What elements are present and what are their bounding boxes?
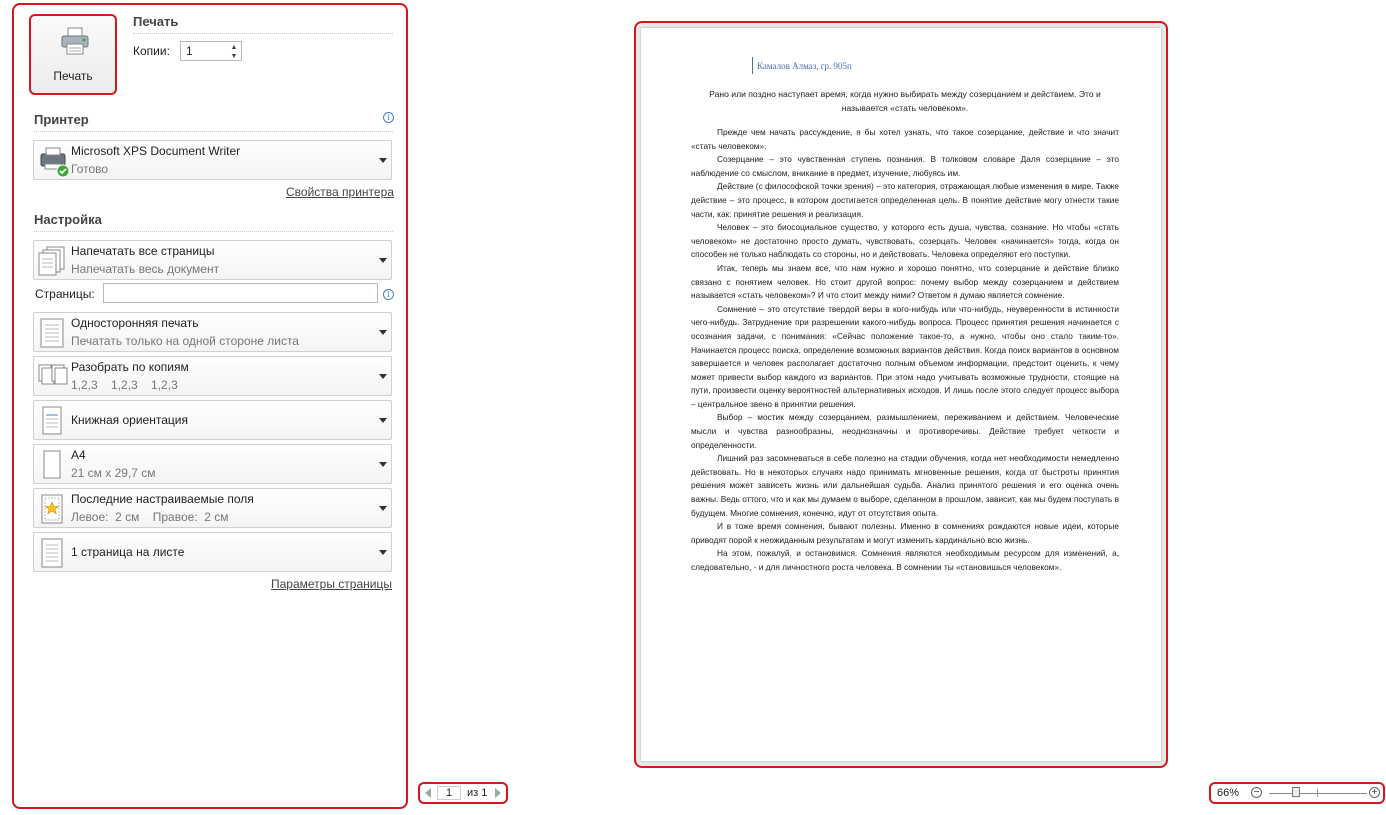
orientation-title: Книжная ориентация	[71, 413, 188, 427]
per-sheet-icon	[38, 538, 66, 568]
print-range-title: Напечатать все страницы	[71, 244, 215, 258]
prev-page-icon[interactable]	[425, 788, 431, 798]
chevron-down-icon	[379, 158, 387, 163]
margins-icon	[38, 494, 66, 524]
document-paragraph: Человек – это биосоциальное существо, у которого есть душа, чувства, сознание. Но чтобы «стать человеком» не достаточно просто думать, чувствовать, созерцать. Человек «начинается» тогда, когда он способен не только наблюдать со стороны, но и действовать. Человека определяют его поступки.	[691, 222, 1119, 260]
zoom-out-icon[interactable]: −	[1251, 787, 1262, 798]
pages-input[interactable]	[103, 283, 378, 303]
chevron-down-icon	[379, 330, 387, 335]
sides-dropdown[interactable]	[33, 312, 392, 352]
divider	[34, 131, 393, 132]
sides-title: Односторонняя печать	[71, 316, 199, 330]
chevron-down-icon	[379, 374, 387, 379]
copies-stepper[interactable]	[180, 41, 242, 61]
one-sided-icon	[38, 318, 66, 348]
pages-per-sheet-title: 1 страница на листе	[71, 545, 185, 559]
document-paragraph: Действие (с философской точки зрения) – это категория, отражающая любые изменения в мире. Также действие – это процесс, в котором достигается определенная цель. В понятие действие могу отнести такие части, как: принятие решения и реализация.	[691, 181, 1119, 219]
document-header: Камалов Алмаз, гр. 905п	[757, 61, 852, 71]
paper-a4-icon	[38, 450, 66, 480]
print-range-dropdown[interactable]	[33, 240, 392, 280]
margins-subtitle: Левое: 2 см Правое: 2 см	[71, 510, 229, 524]
spin-down-icon[interactable]: ▼	[230, 53, 238, 60]
paper-size-dropdown[interactable]	[33, 444, 392, 484]
collate-title: Разобрать по копиям	[71, 360, 189, 374]
paper-size-subtitle: 21 см x 29,7 см	[71, 466, 156, 480]
info-icon[interactable]: i	[383, 289, 394, 300]
document-paragraph: Прежде чем начать рассуждение, я бы хотел узнать, что такое созерцание, действие и что значит «стать человеком».	[691, 127, 1119, 151]
print-preview	[634, 21, 1168, 768]
document-paragraph: Выбор – мостик между созерцанием, размышлением, переживанием и действием. Человеческие мысли и чувства разнообразны, неоднозначны и противоречивы. Действие требует четкости и определенности.	[691, 412, 1119, 450]
header-rule	[752, 57, 753, 74]
paper-size-title: А4	[71, 448, 86, 462]
print-section-title: Печать	[133, 14, 179, 29]
zoom-in-icon[interactable]: +	[1369, 787, 1380, 798]
chevron-down-icon	[379, 418, 387, 423]
printer-properties-link[interactable]: Свойства принтера	[286, 185, 394, 199]
next-page-icon[interactable]	[495, 788, 501, 798]
divider	[34, 231, 393, 232]
margins-dropdown[interactable]	[33, 488, 392, 528]
chevron-down-icon	[379, 258, 387, 263]
document-paragraph: Сомнение – это отсутствие твердой веры в кого-нибудь или что-нибудь, неуверенности в истинности чего-нибудь. Затруднение при разрешении какого-нибудь вопроса. Процесс принятия решения начинается с осознания задачи, с понимания: «Сейчас положение такое-то, а нужно, чтобы оно стало таким-то». Начинается процесс поиска, определение возможных вариантов действия. Когда поиск вариантов в основном завершается и человек располагает достаточно полным объемом информации, предстоит оценить, к чему может привести выбор каждого из вариантов. При этом надо учитывать возможные трудности, стоящие на пути, произвести оценку вероятностей альтернативных исходов. И лишь после этого следует процесс выбора – центральное звено в принятии решения.	[691, 303, 1119, 409]
collate-icon	[38, 362, 70, 392]
document-paragraph: И в тоже время сомнения, бывают полезны. Именно в сомнениях рождаются новые идеи, которые приводят порой к неожиданным результатам и могут изменить кардинально всю жизнь.	[691, 521, 1119, 545]
document-body	[691, 126, 1119, 575]
orientation-dropdown[interactable]	[33, 400, 392, 440]
portrait-icon	[38, 406, 66, 436]
sides-subtitle: Печатать только на одной стороне листа	[71, 334, 299, 348]
pages-icon	[38, 246, 66, 276]
chevron-down-icon	[379, 506, 387, 511]
document-paragraph: Созерцание – это чувственная ступень познания. В толковом словаре Даля созерцание – это наблюдение со смыслом, вникание в предмет, изучение, любуясь им.	[691, 154, 1119, 178]
page-count-label: из 1	[467, 787, 488, 799]
zoom-slider-thumb[interactable]	[1292, 787, 1300, 797]
zoom-percent[interactable]: 66%	[1217, 787, 1240, 799]
page-navigation	[418, 782, 508, 804]
page-setup-link[interactable]: Параметры страницы	[271, 577, 392, 591]
xps-printer-icon	[38, 144, 66, 174]
print-range-subtitle: Напечатать весь документ	[71, 262, 220, 276]
printer-name: Microsoft XPS Document Writer	[71, 144, 241, 158]
preview-page	[641, 28, 1161, 761]
copies-label: Копии:	[133, 44, 170, 58]
printer-dropdown[interactable]	[33, 140, 392, 180]
pages-per-sheet-dropdown[interactable]	[33, 532, 392, 572]
printer-status: Готово	[71, 162, 109, 176]
zoom-slider-center-tick	[1317, 789, 1318, 797]
pages-label: Страницы:	[35, 287, 95, 301]
printer-section-title: Принтер	[34, 112, 89, 127]
divider	[133, 33, 393, 34]
settings-section-title: Настройка	[34, 212, 102, 227]
zoom-control	[1209, 782, 1385, 804]
current-page-input[interactable]: 1	[437, 786, 461, 800]
collate-subtitle: 1,2,3 1,2,3 1,2,3	[71, 378, 178, 392]
chevron-down-icon	[379, 462, 387, 467]
document-title: Рано или поздно наступает время, когда нужно выбирать между созерцанием и действием. Это и называется «стать человеком».	[709, 89, 1101, 113]
printer-icon	[60, 26, 90, 61]
print-button[interactable]	[29, 14, 117, 95]
info-icon[interactable]: i	[383, 112, 394, 123]
document-paragraph: Лишний раз засомневаться в себе полезно на стадии обучения, когда нет необходимости немедленно действовать. Но в некоторых случаях надо принимать мгновенные решения, когда от быстроты принятия решения может зависеть жизнь или дальнейшая судьба. Анализ принятого решения и его оценка очень важны. Ведь оттого, что и как мы думаем о выборе, сделанном в прошлом, зависит, как мы будем поступать в будущем. Многие сомнения, конечно, идут от отсутствия опыта.	[691, 453, 1119, 518]
margins-title: Последние настраиваемые поля	[71, 492, 254, 506]
zoom-slider-track[interactable]	[1269, 793, 1367, 794]
collate-dropdown[interactable]	[33, 356, 392, 396]
print-button-label: Печать	[53, 69, 93, 83]
copies-value: 1	[186, 44, 193, 58]
document-paragraph: На этом, пожалуй, и остановимся. Сомнения являются необходимым ресурсом для изменений, а, следовательно, - и для личностного роста человека. В сомнении ты «становишься человеком».	[691, 548, 1119, 572]
chevron-down-icon	[379, 550, 387, 555]
spin-up-icon[interactable]: ▲	[230, 44, 238, 51]
document-paragraph: Итак, теперь мы знаем все, что нам нужно и хорошо понятно, что созерцание и действие близко связано с понятием человек. Но стоит другой вопрос: почему выбор между созерцанием и действием называется «стать человеком»? И что стоит между ними? Ответом я думаю является сомнение.	[691, 262, 1119, 301]
